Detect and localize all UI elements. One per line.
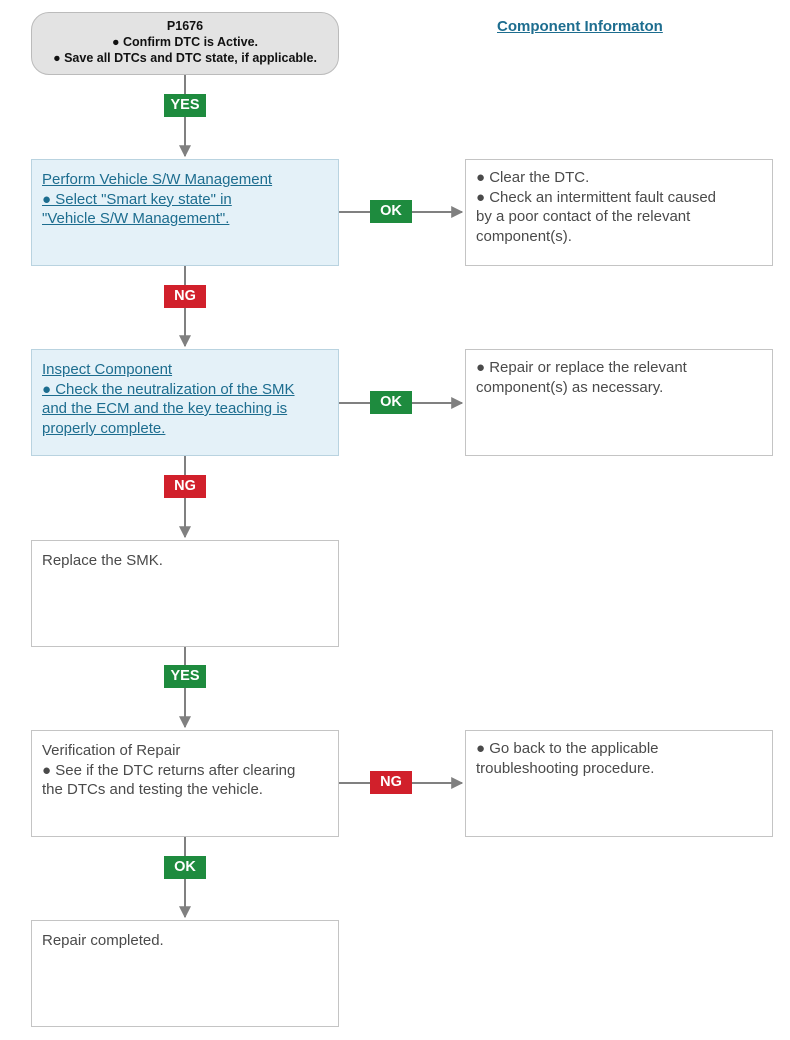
ok-badge-step4: OK (164, 856, 206, 879)
ng-badge-step4: NG (370, 771, 412, 794)
result1-line-1: ● Clear the DTC. (476, 169, 590, 186)
result4-line-2: troubleshooting procedure. (476, 759, 655, 777)
result-clear-dtc (465, 159, 773, 266)
step-inspect-component (31, 349, 339, 456)
step2-link-line-4[interactable]: properly complete. (42, 419, 166, 437)
step-repair-completed (31, 920, 339, 1027)
ng-badge-step1: NG (164, 285, 206, 308)
result2-line-2: component(s) as necessary. (476, 378, 664, 396)
result-repair-replace (465, 349, 773, 456)
step-verification-of-repair (31, 730, 339, 837)
ok-badge-step2: OK (370, 391, 412, 414)
step-replace-smk (31, 540, 339, 647)
step5-line-1: Repair completed. (42, 932, 164, 949)
result-go-back (465, 730, 773, 837)
ng-badge-step2: NG (164, 475, 206, 498)
result4-line-1: ● Go back to the applicable (476, 740, 659, 757)
step2-link-line-2[interactable]: ● Check the neutralization of the SMK (42, 380, 295, 398)
step4-line-2: ● See if the DTC returns after clearing (42, 761, 296, 779)
step1-link-line-1[interactable]: Perform Vehicle S/W Management (42, 171, 273, 188)
yes-badge-start: YES (164, 94, 206, 117)
yes-badge-step3: YES (164, 665, 206, 688)
result2-line-1: ● Repair or replace the relevant (476, 359, 687, 376)
step2-link-line-1[interactable]: Inspect Component (42, 361, 173, 378)
start-node (31, 12, 339, 75)
step1-link-line-2[interactable]: ● Select "Smart key state" in (42, 190, 232, 208)
ok-badge-step1: OK (370, 200, 412, 223)
step4-line-1: Verification of Repair (42, 742, 181, 759)
step-vehicle-sw-management (31, 159, 339, 266)
step3-line-1: Replace the SMK. (42, 552, 163, 569)
step1-link-line-3[interactable]: "Vehicle S/W Management". (42, 210, 230, 227)
step4-line-3: the DTCs and testing the vehicle. (42, 781, 263, 798)
result1-line-4: component(s). (476, 227, 572, 245)
component-information-link[interactable]: Component Informaton (497, 18, 663, 35)
start-line-2: ● Save all DTCs and DTC state, if applicable. (53, 51, 317, 65)
result1-line-2: ● Check an intermittent fault caused (476, 188, 717, 206)
start-line-1: ● Confirm DTC is Active. (112, 35, 258, 49)
dtc-code: P1676 (166, 19, 204, 33)
step2-link-line-3[interactable]: and the ECM and the key teaching is (42, 400, 288, 417)
result1-line-3: by a poor contact of the relevant (476, 208, 691, 225)
